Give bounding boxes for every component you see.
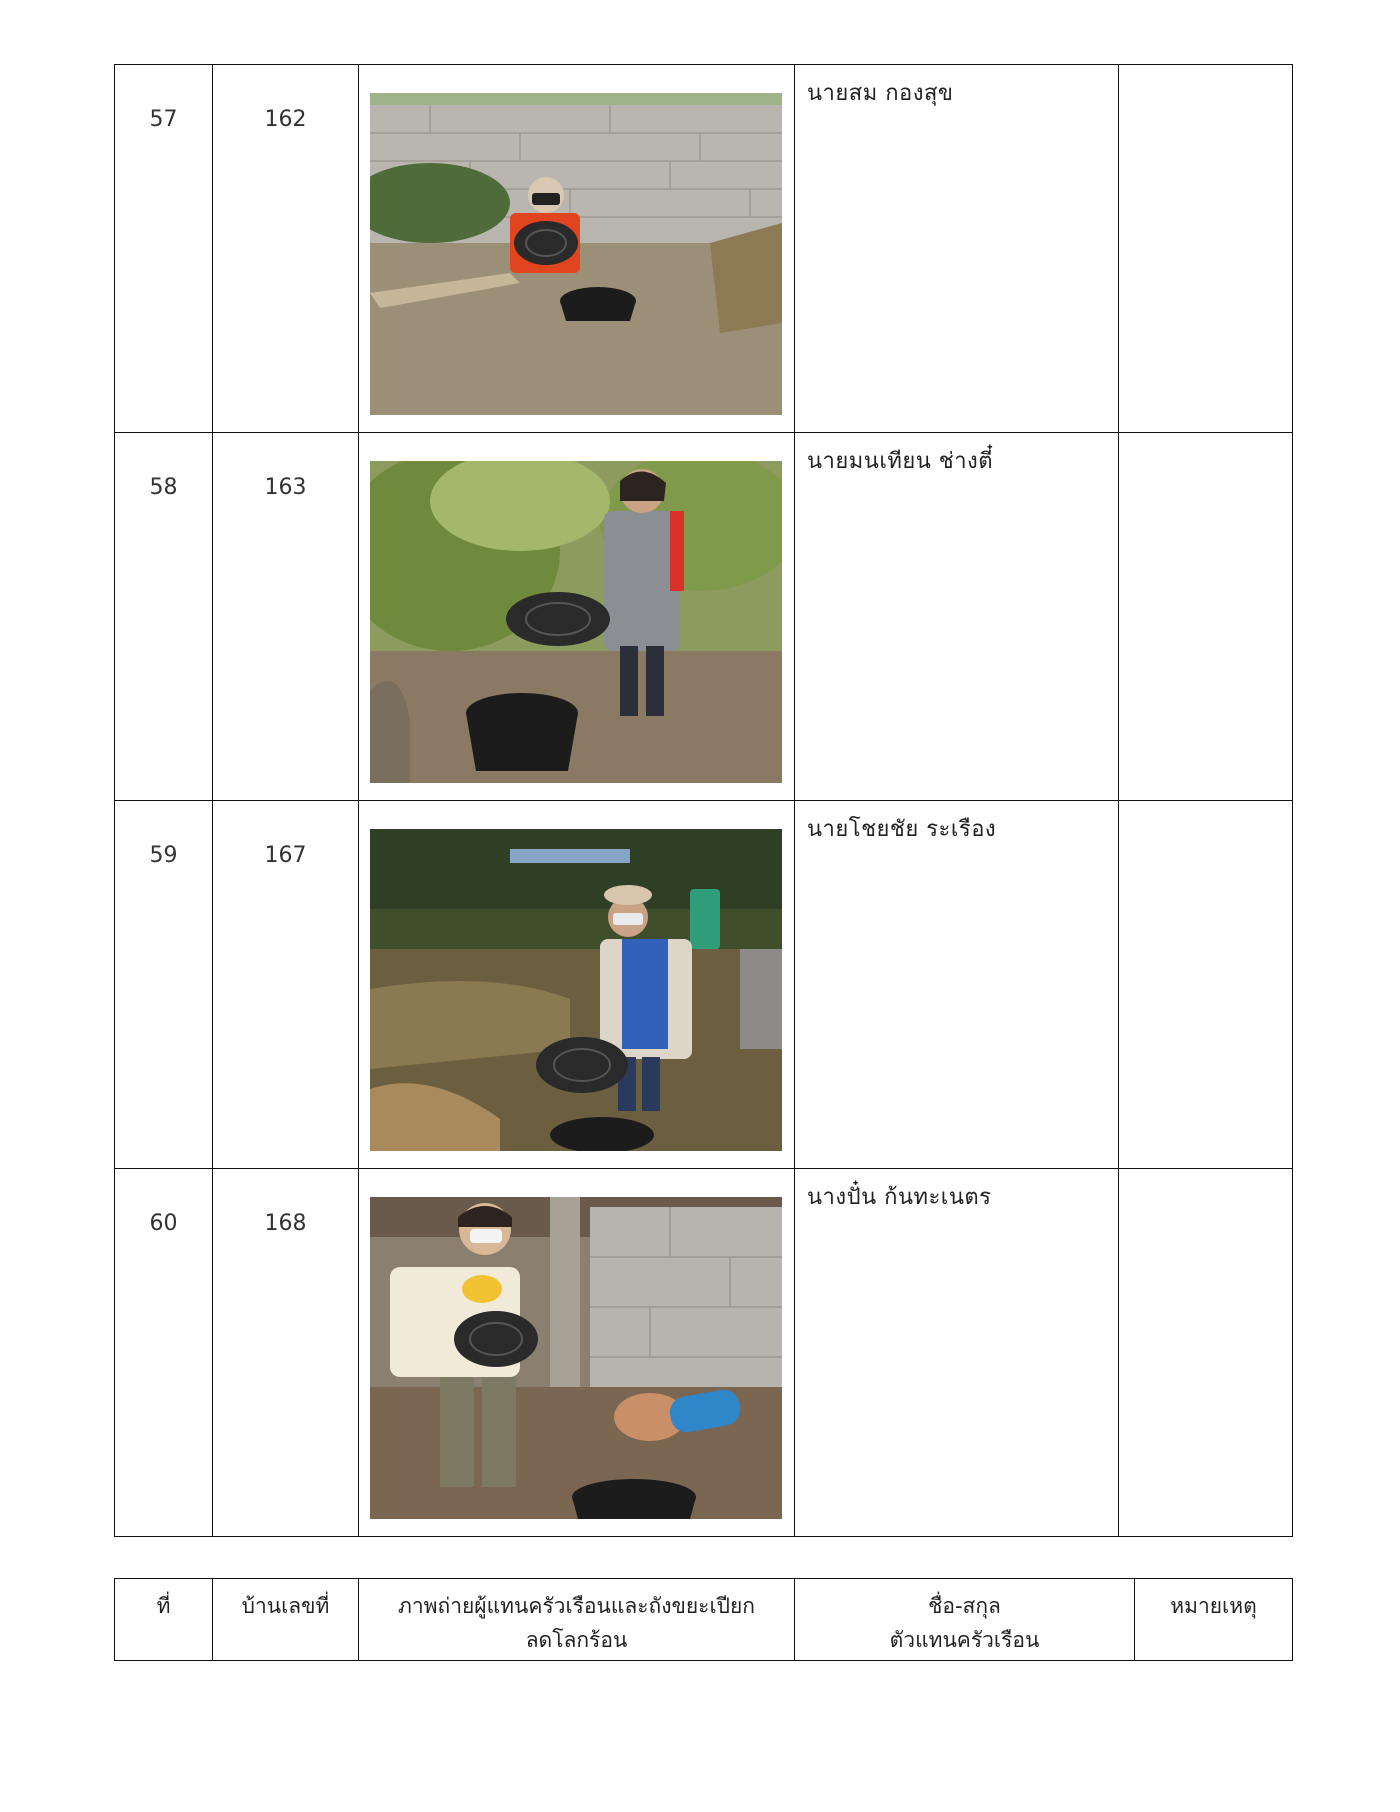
header-photo-line1: ภาพถ่ายผู้แทนครัวเรือนและถังขยะเปียก bbox=[398, 1594, 755, 1618]
household-photo bbox=[370, 1197, 782, 1519]
table-row bbox=[115, 433, 1293, 801]
header-remark: หมายเหตุ bbox=[1135, 1579, 1293, 1661]
header-photo bbox=[359, 1579, 795, 1661]
table-row bbox=[115, 1169, 1293, 1537]
photo-cell bbox=[359, 433, 795, 801]
household-records-table bbox=[114, 64, 1293, 1537]
row-number: 57 bbox=[115, 65, 213, 433]
household-photo bbox=[370, 93, 782, 415]
header-row bbox=[115, 1579, 1293, 1661]
representative-name: นายโชยชัย ระเรือง bbox=[795, 801, 1119, 1169]
column-header-table bbox=[114, 1578, 1293, 1661]
house-number: 168 bbox=[213, 1169, 359, 1537]
row-number: 60 bbox=[115, 1169, 213, 1537]
photo-cell bbox=[359, 1169, 795, 1537]
remark-cell bbox=[1119, 433, 1293, 801]
header-photo-line2: ลดโลกร้อน bbox=[525, 1628, 628, 1652]
remark-cell bbox=[1119, 1169, 1293, 1537]
row-number: 59 bbox=[115, 801, 213, 1169]
row-number: 58 bbox=[115, 433, 213, 801]
table-row bbox=[115, 801, 1293, 1169]
header-no: ที่ bbox=[115, 1579, 213, 1661]
household-photo bbox=[370, 461, 782, 783]
household-photo bbox=[370, 829, 782, 1151]
header-name-line1: ชื่อ-สกุล bbox=[928, 1594, 1001, 1618]
representative-name: นายสม กองสุข bbox=[795, 65, 1119, 433]
remark-cell bbox=[1119, 65, 1293, 433]
header-name bbox=[795, 1579, 1135, 1661]
representative-name: นางปั๋น ก้นทะเนตร bbox=[795, 1169, 1119, 1537]
house-number: 167 bbox=[213, 801, 359, 1169]
photo-cell bbox=[359, 801, 795, 1169]
header-name-line2: ตัวแทนครัวเรือน bbox=[889, 1628, 1040, 1652]
table-row bbox=[115, 65, 1293, 433]
header-house-number: บ้านเลขที่ bbox=[213, 1579, 359, 1661]
representative-name: นายมนเทียน ช่างตี๋ bbox=[795, 433, 1119, 801]
house-number: 162 bbox=[213, 65, 359, 433]
photo-cell bbox=[359, 65, 795, 433]
remark-cell bbox=[1119, 801, 1293, 1169]
house-number: 163 bbox=[213, 433, 359, 801]
